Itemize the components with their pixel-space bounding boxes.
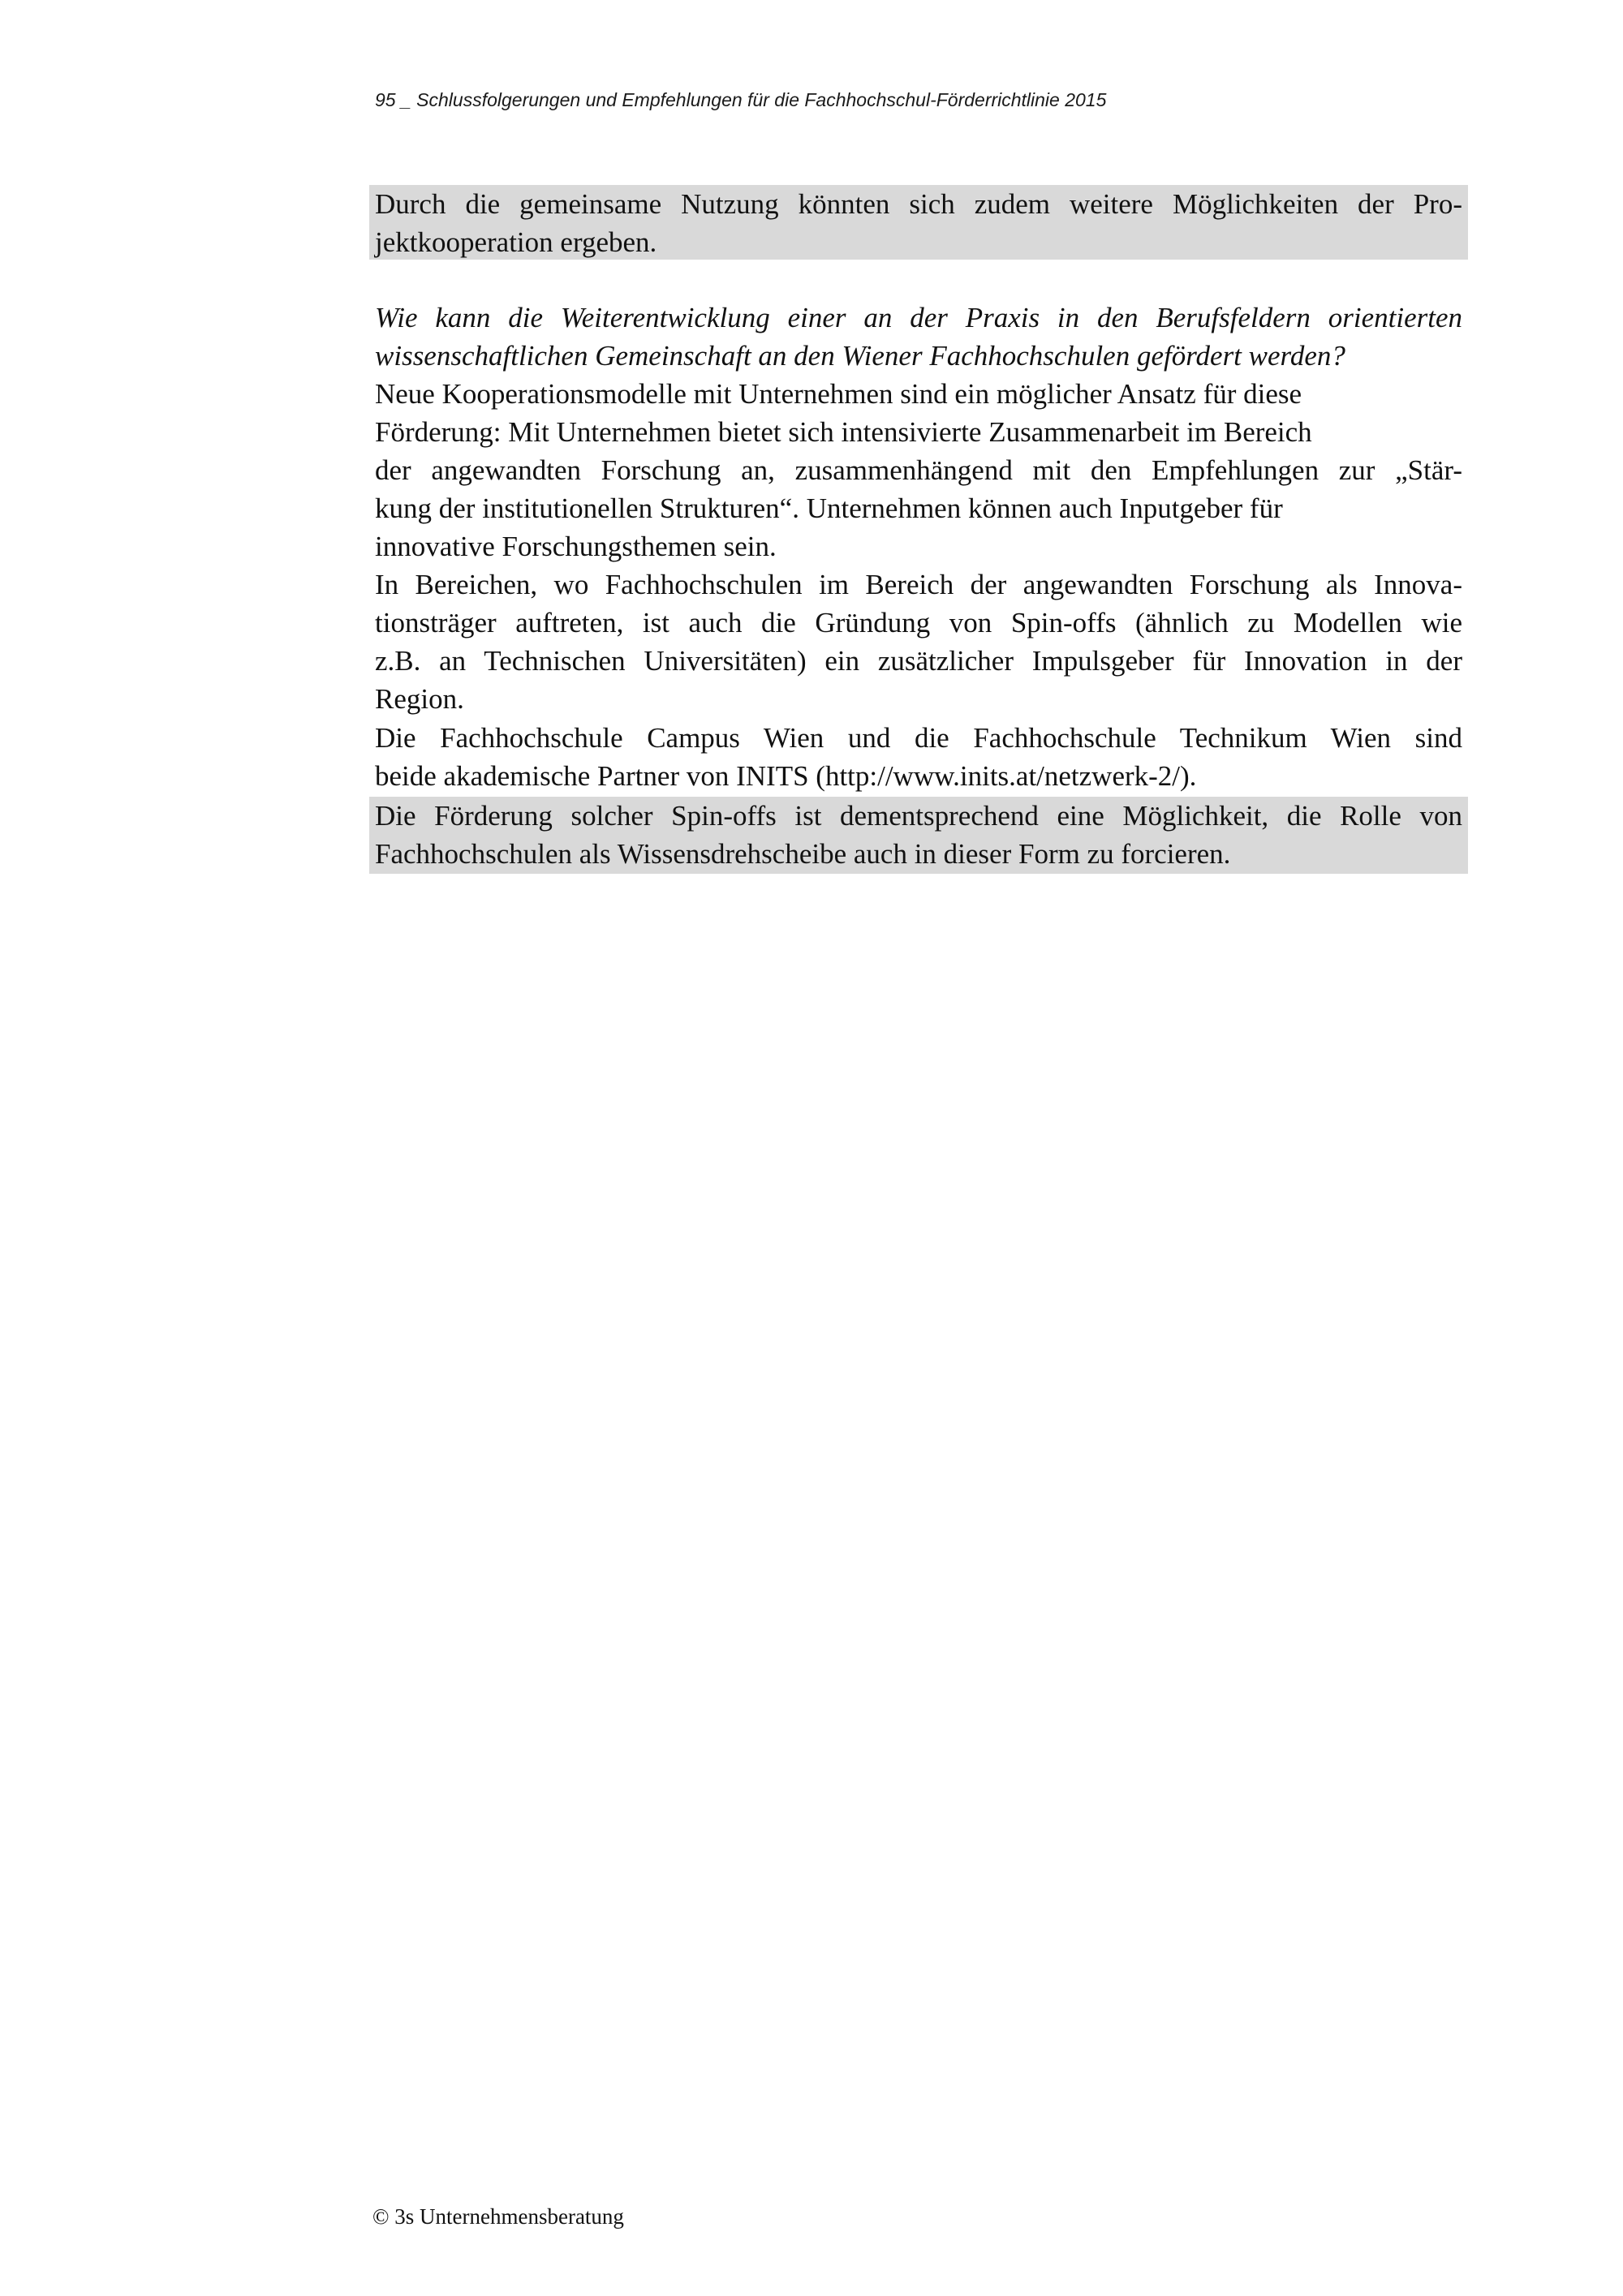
text-line: Die Fachhochschule Campus Wien und die Fachhochschule Technikum Wien sind — [375, 722, 1462, 754]
text-line: Förderung: Mit Unternehmen bietet sich intensivierte Zusammenarbeit im Bereich — [375, 416, 1312, 448]
text-line: Region. — [375, 683, 464, 715]
text-line: tionsträger auftreten, ist auch die Gründung von Spin-offs (ähnlich zu Modellen wie — [375, 607, 1462, 638]
text-line: Die Förderung solcher Spin-offs ist dementsprechend eine Möglichkeit, die Rolle von — [375, 800, 1462, 832]
text-line: In Bereichen, wo Fachhochschulen im Bereich der angewandten Forschung als Innova- — [375, 569, 1462, 600]
text-line: beide akademische Partner von INITS (http://www.inits.at/netzwerk-2/). — [375, 760, 1197, 792]
text-line: jektkooperation ergeben. — [375, 226, 657, 258]
page-footer: © 3s Unternehmensberatung — [372, 2204, 624, 2229]
text-line: Fachhochschulen als Wissensdrehscheibe auch in dieser Form zu forcieren. — [375, 838, 1231, 870]
text-line: wissenschaftlichen Gemeinschaft an den Wiener Fachhochschulen gefördert werden? — [375, 340, 1345, 372]
text-line: Wie kann die Weiterentwicklung einer an der Praxis in den Berufsfeldern orientierten — [375, 302, 1462, 333]
text-line: z.B. an Technischen Universitäten) ein zusätzlicher Impulsgeber für Innovation in der — [375, 645, 1462, 677]
text-line: kung der institutionellen Strukturen“. Unternehmen können auch Inputgeber für — [375, 492, 1283, 524]
text-line: der angewandten Forschung an, zusammenhängend mit den Empfehlungen zur „Stär- — [375, 454, 1462, 486]
page-header: 95 _ Schlussfolgerungen und Empfehlungen für die Fachhochschul-Förderrichtlinie 2015 — [375, 89, 1107, 110]
text-line: Durch die gemeinsame Nutzung könnten sich zudem weitere Möglichkeiten der Pro- — [375, 188, 1462, 220]
text-line: Neue Kooperationsmodelle mit Unternehmen sind ein möglicher Ansatz für diese — [375, 378, 1302, 410]
text-line: innovative Forschungsthemen sein. — [375, 531, 777, 562]
